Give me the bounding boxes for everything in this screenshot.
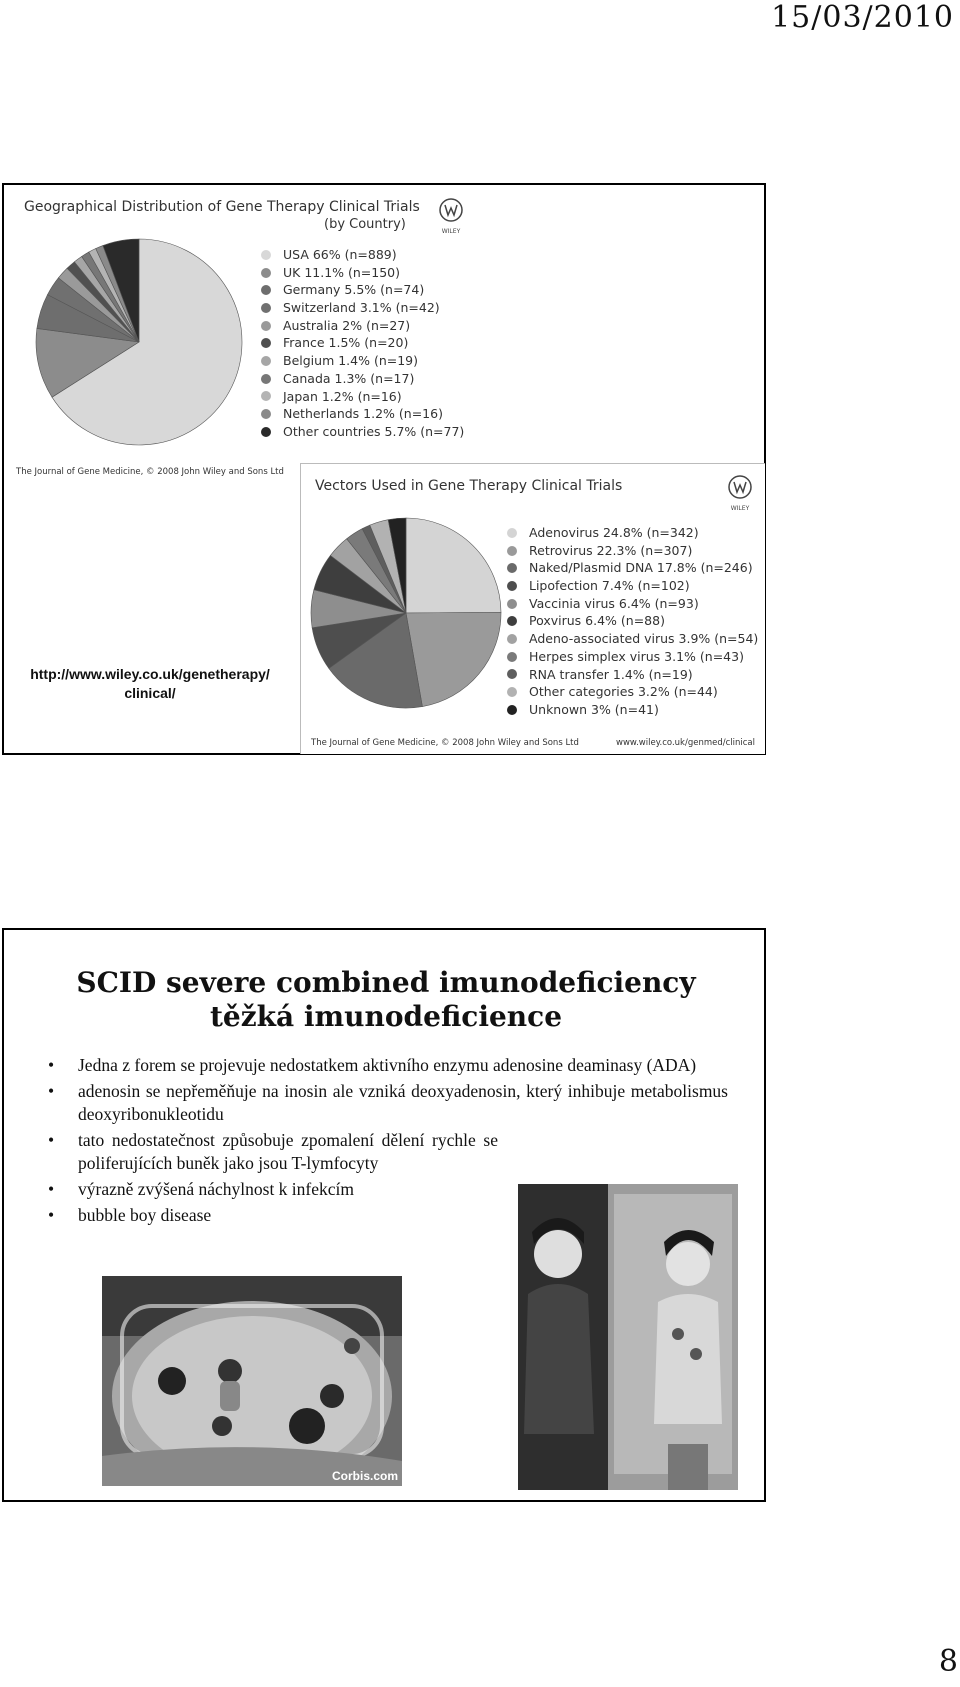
- legend-swatch: [507, 652, 517, 662]
- legend-swatch: [261, 338, 271, 348]
- photo-bubble-isolator: [102, 1276, 402, 1486]
- legend-swatch: [507, 705, 517, 715]
- legend-item: [507, 577, 758, 595]
- legend-label: Other countries 5.7% (n=77): [283, 423, 465, 439]
- legend-swatch: [507, 528, 517, 538]
- pie-chart-vectors: [309, 516, 503, 710]
- legend-item: [261, 352, 464, 370]
- legend-swatch: [261, 250, 271, 260]
- legend-swatch: [507, 599, 517, 609]
- legend-label: Unknown 3% (n=41): [529, 701, 659, 717]
- bullet-item: • tato nedostatečnost způsobuje zpomalení dělení rychle se poliferujících buněk jako jsou T-lymfocyty: [48, 1129, 498, 1175]
- legend-label: Vaccinia virus 6.4% (n=93): [529, 595, 699, 611]
- legend-label: Australia 2% (n=27): [283, 317, 411, 333]
- legend-item: [261, 281, 464, 299]
- source-url-line1: http://www.wiley.co.uk/genetherapy/: [30, 666, 270, 682]
- legend-swatch: [261, 427, 271, 437]
- legend-swatch: [261, 285, 271, 295]
- legend-swatch: [507, 687, 517, 697]
- svg-text:WILEY: WILEY: [441, 228, 461, 235]
- legend-item: [507, 612, 758, 630]
- legend-item: [507, 683, 758, 701]
- bullet-item: • výrazně zvýšená náchylnost k infekcím: [48, 1178, 728, 1201]
- legend-swatch: [261, 321, 271, 331]
- legend-item: [261, 264, 464, 282]
- slide-gene-therapy-charts: [2, 183, 766, 755]
- legend-label: Japan 1.2% (n=16): [283, 388, 402, 404]
- bullet-item: • adenosin se nepřeměňuje na inosin ale vzniká deoxyadenosin, který inhibuje metabolismus deoxyribonukleotidu: [48, 1080, 728, 1126]
- slide-title: SCID severe combined imunodeficiency: [76, 966, 696, 999]
- legend-item: [261, 246, 464, 264]
- legend-item: [507, 524, 758, 542]
- chart-credit: The Journal of Gene Medicine, © 2008 John Wiley and Sons Ltd: [311, 738, 579, 748]
- legend-swatch: [261, 356, 271, 366]
- photo-women-isolator: [518, 1184, 738, 1490]
- legend-label: Other categories 3.2% (n=44): [529, 684, 718, 700]
- legend-item: [261, 405, 464, 423]
- chart-title: Vectors Used in Gene Therapy Clinical Trials: [315, 478, 623, 494]
- source-url[interactable]: [10, 665, 290, 703]
- legend-label: Belgium 1.4% (n=19): [283, 353, 419, 369]
- chart-panel-vectors: [300, 463, 765, 754]
- legend-label: RNA transfer 1.4% (n=19): [529, 666, 693, 682]
- source-url-line2: clinical/: [124, 685, 176, 701]
- pie-slice: [406, 612, 501, 706]
- legend-label: Lipofection 7.4% (n=102): [529, 578, 690, 594]
- legend-label: Naked/Plasmid DNA 17.8% (n=246): [529, 560, 753, 576]
- wiley-logo: [436, 197, 466, 237]
- legend-label: Germany 5.5% (n=74): [283, 282, 425, 298]
- chart-subtitle: (by Country): [324, 217, 406, 232]
- legend-item: [507, 648, 758, 666]
- legend-swatch: [261, 374, 271, 384]
- legend-item: [507, 542, 758, 560]
- legend-label: Poxvirus 6.4% (n=88): [529, 613, 665, 629]
- legend-swatch: [507, 634, 517, 644]
- legend-item: [261, 299, 464, 317]
- legend-swatch: [507, 563, 517, 573]
- slide-date: 15/03/2010: [771, 0, 954, 35]
- legend-label: USA 66% (n=889): [283, 247, 397, 262]
- legend-item: [261, 334, 464, 352]
- pie-slice: [406, 518, 501, 613]
- chart-credit: The Journal of Gene Medicine, © 2008 John Wiley and Sons Ltd: [16, 467, 284, 477]
- slide-scid: [2, 928, 766, 1502]
- legend-item: [507, 701, 758, 719]
- legend-item: [507, 666, 758, 684]
- legend-item: [507, 595, 758, 613]
- legend-label: Herpes simplex virus 3.1% (n=43): [529, 648, 744, 664]
- legend-item: [261, 370, 464, 388]
- legend-label: France 1.5% (n=20): [283, 335, 409, 351]
- legend-swatch: [261, 268, 271, 278]
- bullet-item: • bubble boy disease: [48, 1204, 728, 1227]
- svg-text:WILEY: WILEY: [730, 505, 750, 512]
- legend-label: Retrovirus 22.3% (n=307): [529, 542, 693, 558]
- legend-label: UK 11.1% (n=150): [283, 264, 401, 280]
- chart-title: Geographical Distribution of Gene Therapy Clinical Trials: [24, 199, 420, 215]
- legend-swatch: [507, 616, 517, 626]
- legend-label: Switzerland 3.1% (n=42): [283, 300, 440, 316]
- legend-label: Adeno-associated virus 3.9% (n=54): [529, 631, 759, 647]
- legend-swatch: [261, 409, 271, 419]
- bullet-item: • Jedna z forem se projevuje nedostatkem aktivního enzymu adenosine deaminasy (ADA): [48, 1054, 728, 1077]
- legend-swatch: [261, 391, 271, 401]
- legend-label: Netherlands 1.2% (n=16): [283, 406, 443, 422]
- legend-swatch: [507, 669, 517, 679]
- legend-item: [261, 317, 464, 335]
- chart-url: www.wiley.co.uk/genmed/clinical: [616, 738, 755, 748]
- legend-item: [261, 423, 464, 441]
- legend-item: [507, 630, 758, 648]
- legend-item: [507, 559, 758, 577]
- chart-legend-countries: [261, 246, 464, 441]
- photo-watermark: Corbis.com: [331, 1469, 398, 1483]
- wiley-logo: [725, 474, 755, 514]
- pie-chart-countries: [34, 237, 244, 447]
- page-number: 8: [938, 1644, 958, 1679]
- legend-label: Canada 1.3% (n=17): [283, 370, 415, 386]
- legend-swatch: [507, 546, 517, 556]
- chart-legend-vectors: [507, 524, 758, 719]
- legend-label: Adenovirus 24.8% (n=342): [529, 525, 699, 540]
- legend-swatch: [261, 303, 271, 313]
- legend-item: [261, 388, 464, 406]
- legend-swatch: [507, 581, 517, 591]
- slide-title-subtitle: těžká imunodeficience: [209, 1000, 563, 1033]
